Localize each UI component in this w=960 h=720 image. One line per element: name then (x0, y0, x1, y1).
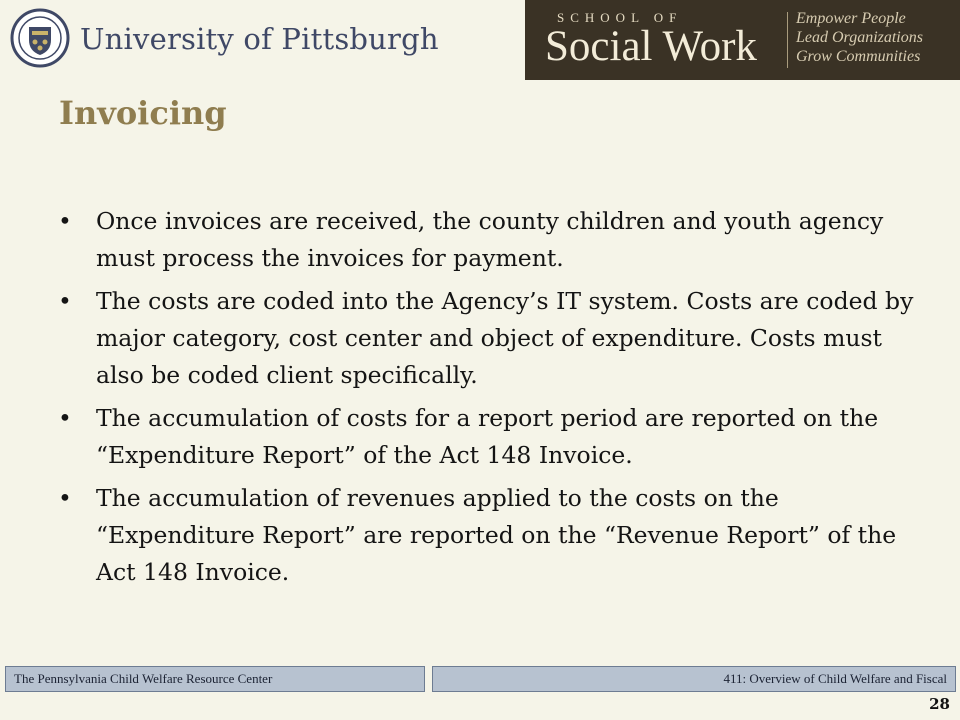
bullet-text: Once invoices are received, the county children and youth agency must process the invoices for payment. (96, 207, 884, 272)
school-name: Social Work (545, 23, 757, 70)
slide-title: Invoicing (59, 94, 227, 132)
bullet-text: The accumulation of costs for a report period are reported on the “Expenditure Report” of the Act 148 Invoice. (96, 404, 879, 469)
tagline-lead: Lead Organizations (796, 29, 923, 46)
university-seal-icon (10, 8, 70, 68)
bullet-glyph: • (58, 207, 72, 235)
footer-left-bar (5, 666, 425, 692)
header-divider (787, 12, 788, 68)
bullet-text: The costs are coded into the Agency’s IT system. Costs are coded by major category, cost center and object of expenditure. Costs must also be coded client specifically. (96, 287, 914, 389)
bullet-glyph: • (58, 287, 72, 315)
school-of-label: SCHOOL OF (557, 10, 683, 25)
tagline-grow: Grow Communities (796, 48, 921, 65)
bullet-text: The accumulation of revenues applied to the costs on the “Expenditure Report” are reported on the “Revenue Report” of the Act 148 Invoice. (96, 484, 897, 586)
bullet-item (58, 400, 928, 474)
university-name: University of Pittsburgh (80, 22, 439, 56)
bullet-item (58, 283, 928, 394)
footer-organization: The Pennsylvania Child Welfare Resource Center (14, 671, 273, 686)
bullet-item (58, 203, 928, 277)
page-number: 28 (929, 695, 950, 713)
bullet-list (58, 203, 928, 597)
footer-course-title: 411: Overview of Child Welfare and Fiscal (723, 671, 947, 686)
bullet-item (58, 480, 928, 591)
slide-header (0, 0, 960, 80)
bullet-glyph: • (58, 484, 72, 512)
tagline-empower: Empower People (796, 10, 906, 27)
bullet-glyph: • (58, 404, 72, 432)
footer-right-bar (432, 666, 956, 692)
university-banner (0, 0, 525, 80)
